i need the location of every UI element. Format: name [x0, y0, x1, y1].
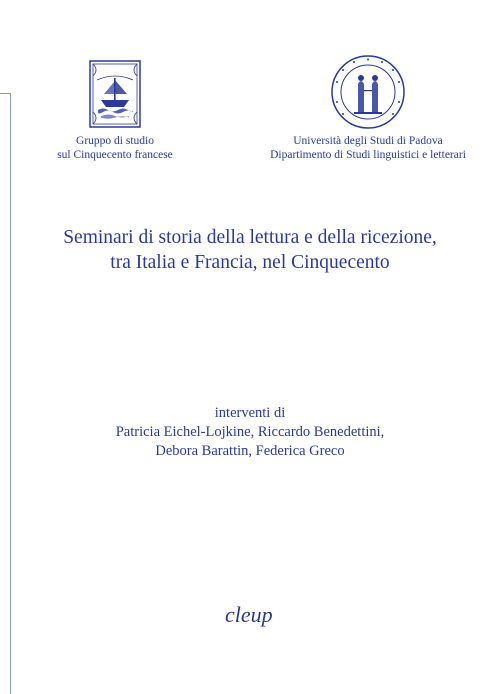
left-institution-caption: [40, 134, 190, 162]
speakers-block: [30, 404, 470, 461]
right-institution-line1: Università degli Studi di Padova: [293, 135, 443, 147]
frame-rule-top: [0, 93, 10, 94]
book-title-line1: Seminari di storia della lettura e della ricezione,: [63, 227, 437, 248]
left-institution-line2: sul Cinquecento francese: [57, 149, 173, 161]
cleup-logo-icon: [225, 602, 273, 628]
book-title-line2: tra Italia e Francia, nel Cinquecento: [110, 252, 390, 273]
speakers-line1: Patricia Eichel-Lojkine, Riccardo Benedettini,: [115, 424, 385, 440]
right-institution-caption: [258, 134, 478, 162]
publisher-name: cleup: [225, 602, 273, 627]
speakers-line2: Debora Barattin, Federica Greco: [155, 443, 345, 459]
speakers-intro: interventi di: [214, 405, 286, 421]
left-institution-line1: Gruppo di studio: [76, 135, 154, 147]
right-institution-line2: Dipartimento di Studi linguistici e letterari: [270, 149, 466, 161]
book-title: [30, 225, 470, 275]
university-seal-icon: [330, 54, 406, 130]
ship-emblem-icon: [89, 60, 141, 128]
frame-rule-left: [10, 93, 11, 694]
